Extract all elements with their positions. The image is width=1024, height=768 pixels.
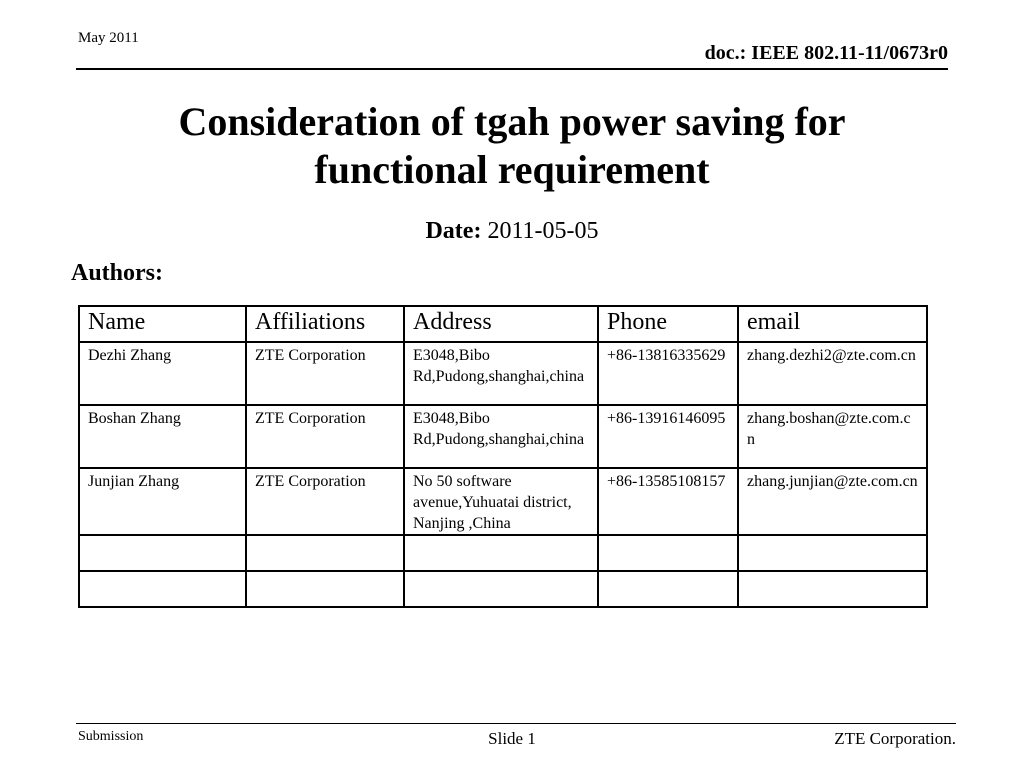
title-line-1: Consideration of tgah power saving for	[178, 99, 846, 144]
table-row-empty	[79, 571, 927, 607]
header-name: Name	[79, 306, 246, 342]
cell-empty	[738, 571, 927, 607]
table-row	[79, 342, 927, 405]
cell-name: Junjian Zhang	[79, 468, 246, 535]
table-row	[79, 405, 927, 468]
cell-email: zhang.junjian@zte.com.cn	[738, 468, 927, 535]
footer-submission: Submission	[78, 729, 144, 744]
table-header-row	[79, 306, 927, 342]
cell-affiliation: ZTE Corporation	[246, 468, 404, 535]
cell-empty	[79, 535, 246, 571]
cell-phone: +86-13585108157	[598, 468, 738, 535]
cell-name: Boshan Zhang	[79, 405, 246, 468]
cell-address: No 50 software avenue,Yuhuatai district, Nanjing ,China	[404, 468, 598, 535]
table-row	[79, 468, 927, 535]
slide-title	[40, 98, 984, 194]
cell-affiliation: ZTE Corporation	[246, 405, 404, 468]
header-phone: Phone	[598, 306, 738, 342]
title-line-2: functional requirement	[314, 147, 710, 192]
authors-label: Authors:	[71, 260, 164, 286]
cell-empty	[404, 571, 598, 607]
cell-email: zhang.dezhi2@zte.com.cn	[738, 342, 927, 405]
cell-empty	[79, 571, 246, 607]
date-line	[0, 218, 1024, 245]
slide-number: Slide 1	[488, 729, 536, 748]
header-date: May 2011	[78, 30, 139, 46]
header-email: email	[738, 306, 927, 342]
header-address: Address	[404, 306, 598, 342]
cell-affiliation: ZTE Corporation	[246, 342, 404, 405]
date-value: 2011-05-05	[487, 218, 599, 244]
header-affiliations: Affiliations	[246, 306, 404, 342]
cell-phone: +86-13916146095	[598, 405, 738, 468]
cell-email: zhang.boshan@zte.com.cn	[738, 405, 927, 468]
cell-name: Dezhi Zhang	[79, 342, 246, 405]
cell-empty	[598, 571, 738, 607]
footer-divider	[76, 723, 956, 724]
cell-address: E3048,Bibo Rd,Pudong,shanghai,china	[404, 342, 598, 405]
authors-table	[78, 305, 928, 608]
cell-empty	[246, 571, 404, 607]
cell-empty	[598, 535, 738, 571]
cell-empty	[738, 535, 927, 571]
cell-empty	[404, 535, 598, 571]
cell-phone: +86-13816335629	[598, 342, 738, 405]
table-row-empty	[79, 535, 927, 571]
cell-empty	[246, 535, 404, 571]
footer-company: ZTE Corporation.	[834, 729, 956, 748]
document-id: doc.: IEEE 802.11-11/0673r0	[704, 42, 948, 64]
cell-address: E3048,Bibo Rd,Pudong,shanghai,china	[404, 405, 598, 468]
header-divider	[76, 68, 948, 70]
date-label: Date:	[425, 218, 482, 244]
